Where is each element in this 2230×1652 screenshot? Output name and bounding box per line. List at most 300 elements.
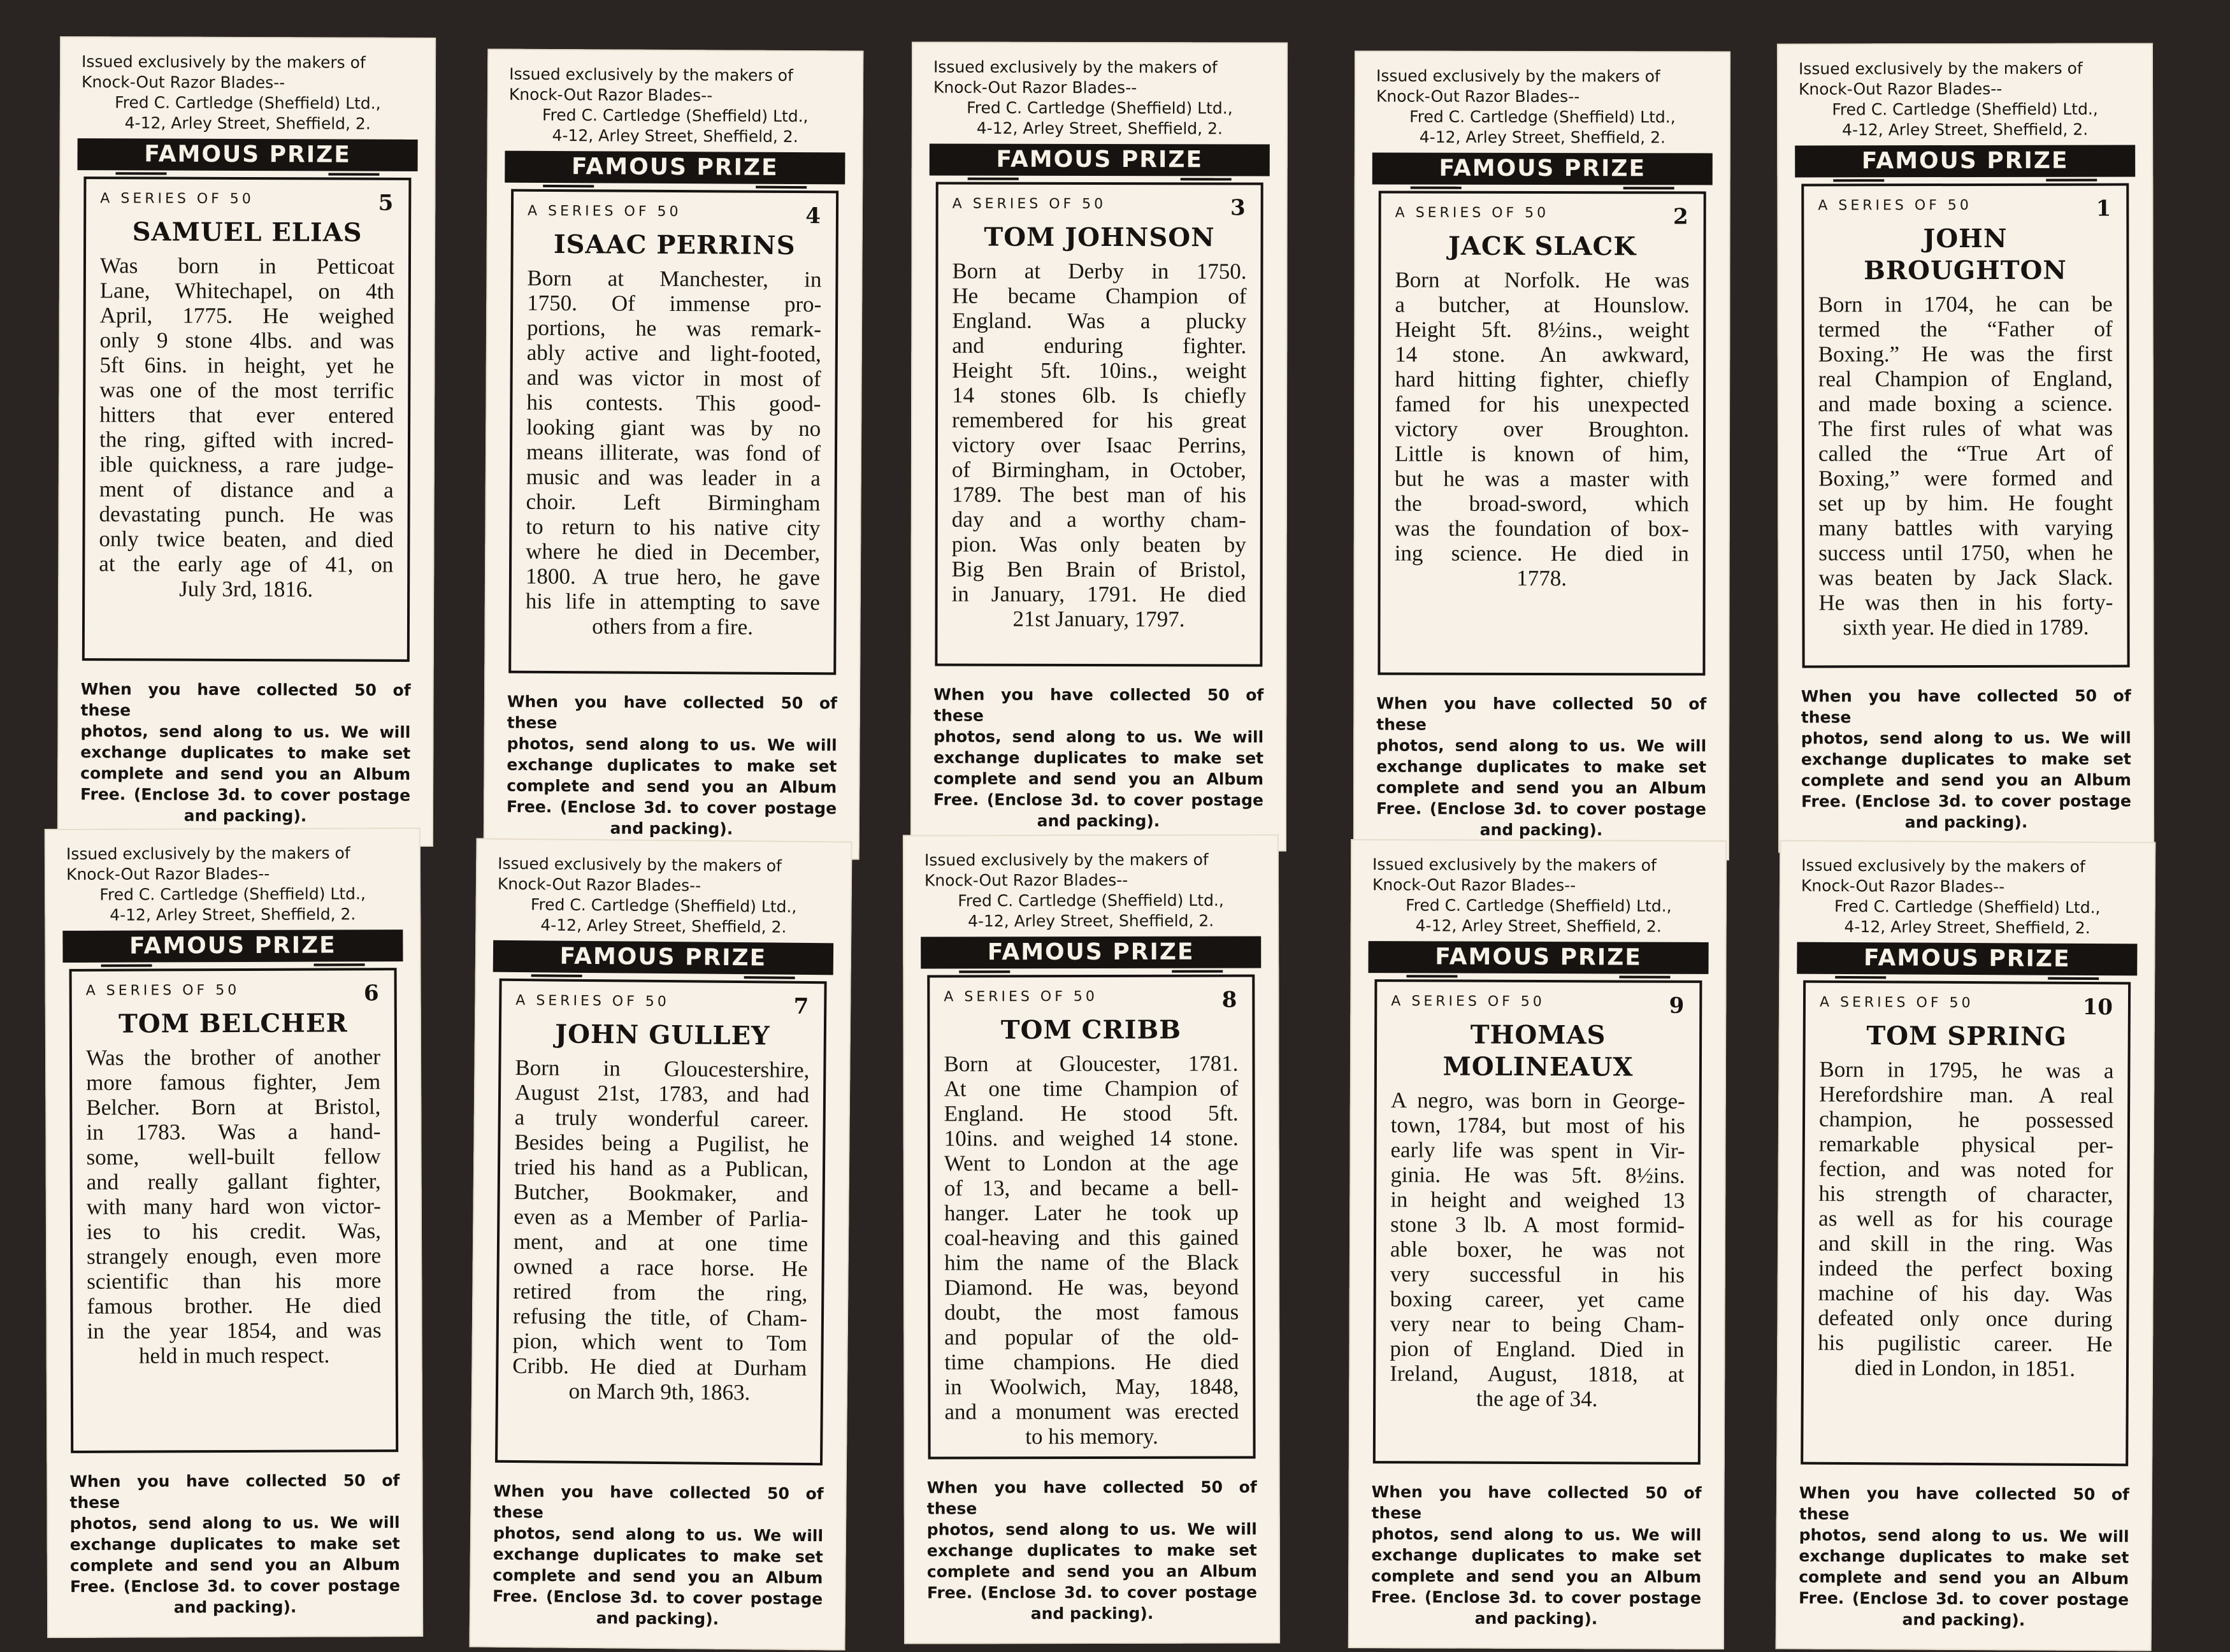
bio-line: only 9 stone 4lbs. and was <box>99 327 394 354</box>
bio-line: 21st January, 1797. <box>1012 606 1185 632</box>
card-number: 10 <box>2082 994 2113 1021</box>
bio-line: Ireland, August, 1818, at <box>1390 1361 1685 1387</box>
fighter-name: JOHN GULLEY <box>554 1019 770 1051</box>
bio-line: more famous fighter, Jem <box>86 1069 381 1095</box>
bio-line: indeed the perfect boxing <box>1818 1255 2113 1282</box>
fighter-bio <box>944 1051 1239 1449</box>
offer-line: Free. (Enclose 3d. to cover postage <box>69 1576 400 1596</box>
bio-line: coal-heaving and this gained <box>944 1225 1239 1251</box>
bio-line: his life in attempting to save <box>525 588 820 615</box>
series-banner: FAMOUS PRIZE FIGHTERS <box>1795 145 2135 178</box>
issuer-line: 4-12, Arley Street, Sheffield, 2. <box>1842 120 2089 140</box>
series-banner: FAMOUS PRIZE FIGHTERS <box>1797 942 2137 976</box>
bio-line: means illiterate, was fond of <box>526 439 821 466</box>
series-banner: FAMOUS PRIZE FIGHTERS <box>930 144 1270 176</box>
bio-line: looking giant was by no <box>526 414 821 442</box>
bio-line: boxing career, yet came <box>1390 1286 1685 1312</box>
card-number: 9 <box>1669 993 1685 1019</box>
offer-line: and packing). <box>1479 820 1603 840</box>
bio-line: The first rules of what was <box>1818 415 2113 442</box>
bio-line: his contests. This good- <box>526 389 821 417</box>
bio-line: a truly wonderful career. <box>514 1104 809 1133</box>
fighter-bio <box>525 266 821 640</box>
offer-line: exchange duplicates to make set <box>80 743 411 763</box>
bio-line: strangely enough, even more <box>87 1243 382 1269</box>
bio-frame <box>1801 183 2129 668</box>
bio-line: was the foundation of box- <box>1394 515 1689 542</box>
bio-line: died in London, in 1851. <box>1854 1355 2076 1381</box>
fighter-bio <box>1395 268 1690 591</box>
bio-line: many battles with varying <box>1818 515 2113 541</box>
bio-line: to his memory. <box>1025 1423 1158 1449</box>
bio-line: 1789. The best man of his <box>951 482 1246 508</box>
bio-line: very successful in his <box>1390 1261 1685 1288</box>
offer-line: When you have collected 50 of these <box>1801 686 2131 727</box>
bio-line: town, 1784, but most of his <box>1390 1112 1685 1138</box>
bio-line: Diamond. He was, beyond <box>944 1274 1239 1300</box>
offer-line: photos, send along to us. We will <box>1376 736 1707 756</box>
bio-line: the ring, gifted with incred- <box>99 427 394 453</box>
issuer-line: Knock-Out Razor Blades-- <box>81 73 285 92</box>
bio-line: 5ft 6ins. in height, yet he <box>99 352 394 378</box>
bio-line: He became Champion of <box>952 283 1247 309</box>
bio-line: portions, he was remark- <box>526 315 822 342</box>
issuer-line: 4-12, Arley Street, Sheffield, 2. <box>110 905 356 924</box>
cigarette-card <box>1776 840 2156 1651</box>
fighter-name: JOHN BROUGHTON <box>1864 223 2068 286</box>
issuer-line: Fred C. Cartledge (Sheffield) Ltd., <box>1406 896 1672 916</box>
fighter-name: TOM SPRING <box>1866 1021 2068 1052</box>
series-banner: FAMOUS PRIZE FIGHTERS <box>62 930 403 963</box>
bio-line: able boxer, he was not <box>1390 1237 1685 1263</box>
bio-line: ies to his credit. Was, <box>86 1218 382 1244</box>
issuer-text <box>509 64 842 148</box>
fighter-name: JACK SLACK <box>1448 231 1637 262</box>
fighter-bio <box>86 1044 382 1368</box>
bio-line: the age of 34. <box>1476 1386 1598 1412</box>
offer-line: Free. (Enclose 3d. to cover postage <box>926 1583 1257 1602</box>
cigarette-card <box>1353 50 1730 860</box>
card-number: 2 <box>1672 204 1688 230</box>
bio-line: and made boxing a science. <box>1818 391 2113 417</box>
offer-line: photos, send along to us. We will <box>507 734 837 755</box>
bio-line: champion, he possessed <box>1818 1106 2114 1133</box>
offer-line: complete and send you an Album <box>926 1562 1257 1581</box>
bio-line: and skill in the ring. Was <box>1818 1230 2113 1258</box>
offer-line: exchange duplicates to make set <box>507 755 837 776</box>
cigarette-card <box>910 41 1288 851</box>
bio-line: retired from the ring, <box>513 1278 808 1307</box>
issuer-line: Issued exclusively by the makers of <box>1801 856 2085 876</box>
issuer-line: 4-12, Arley Street, Sheffield, 2. <box>968 911 1214 931</box>
card-number: 4 <box>805 203 821 229</box>
offer-line: complete and send you an Album <box>493 1565 823 1588</box>
bio-line: Born in Gloucestershire, <box>515 1054 810 1083</box>
series-label: A SERIES OF 50 <box>527 203 682 220</box>
bio-frame <box>927 975 1255 1460</box>
bio-line: April, 1775. He weighed <box>99 303 394 329</box>
issuer-line: Issued exclusively by the makers of <box>924 850 1209 870</box>
bio-line: 14 stones 6lb. Is chiefly <box>952 382 1247 408</box>
issuer-line: 4-12, Arley Street, Sheffield, 2. <box>552 126 798 147</box>
issuer-line: Issued exclusively by the makers of <box>1798 59 2083 78</box>
offer-line: When you have collected 50 of these <box>69 1471 400 1512</box>
issuer-line: Knock-Out Razor Blades-- <box>924 870 1128 890</box>
offer-line: When you have collected 50 of these <box>933 685 1264 725</box>
bio-line: Lane, Whitechapel, on 4th <box>99 278 394 304</box>
bio-line: ible quickness, a rare judge- <box>99 452 394 478</box>
bio-line: A negro, was born in George- <box>1390 1088 1685 1114</box>
offer-line: exchange duplicates to make set <box>1799 1546 2129 1567</box>
album-offer-text <box>1376 693 1706 841</box>
bio-line: Height 5ft. 10ins., weight <box>952 357 1247 384</box>
issuer-line: Issued exclusively by the makers of <box>933 57 1218 77</box>
cigarette-card <box>57 36 436 847</box>
offer-line: Free. (Enclose 3d. to cover postage <box>507 797 837 818</box>
issuer-text <box>497 854 830 938</box>
offer-line: Free. (Enclose 3d. to cover postage <box>493 1586 823 1609</box>
album-offer-text <box>69 1470 400 1618</box>
issuer-text <box>1376 66 1709 148</box>
bio-line: and was victor in most of <box>526 364 821 392</box>
issuer-line: Issued exclusively by the makers of <box>66 844 350 863</box>
issuer-line: 4-12, Arley Street, Sheffield, 2. <box>540 916 787 937</box>
issuer-line: Knock-Out Razor Blades-- <box>1798 79 2003 99</box>
issuer-line: Fred C. Cartledge (Sheffield) Ltd., <box>1834 896 2101 917</box>
card-number: 1 <box>2096 196 2111 222</box>
cigarette-card <box>484 48 864 859</box>
album-offer-text <box>933 684 1263 832</box>
bio-line: victory over Broughton. <box>1395 416 1690 442</box>
series-label: A SERIES OF 50 <box>1391 993 1545 1010</box>
bio-line: and really gallant fighter, <box>86 1168 381 1195</box>
bio-line: the broad-sword, which <box>1394 491 1689 517</box>
offer-line: photos, send along to us. We will <box>1799 1525 2129 1546</box>
fighter-name: TOM BELCHER <box>118 1008 348 1039</box>
fighter-name: ISAAC PERRINS <box>553 229 796 261</box>
issuer-text <box>82 52 414 134</box>
bio-line: Cribb. He died at Durham <box>512 1353 807 1381</box>
issuer-line: Fred C. Cartledge (Sheffield) Ltd., <box>958 891 1224 910</box>
offer-line: and packing). <box>1030 1604 1154 1623</box>
issuer-text <box>933 57 1266 140</box>
series-label: A SERIES OF 50 <box>100 190 254 208</box>
bio-line: 1778. <box>1516 565 1567 591</box>
bio-line: real Champion of England, <box>1818 366 2113 392</box>
offer-line: exchange duplicates to make set <box>1376 757 1707 777</box>
offer-line: When you have collected 50 of these <box>493 1481 824 1522</box>
offer-line: and packing). <box>173 1597 297 1617</box>
bio-line: ably active and light-footed, <box>526 340 821 367</box>
issuer-line: Knock-Out Razor Blades-- <box>933 78 1137 97</box>
bio-line: of 13, and became a bell- <box>944 1175 1239 1201</box>
offer-line: and packing). <box>596 1609 719 1628</box>
bio-line: 14 stone. An awkward, <box>1395 341 1690 368</box>
offer-line: Free. (Enclose 3d. to cover postage <box>1376 799 1707 819</box>
series-label: A SERIES OF 50 <box>515 992 670 1010</box>
bio-line: held in much respect. <box>138 1342 330 1368</box>
series-banner: FAMOUS PRIZE FIGHTERS <box>505 151 845 185</box>
bio-line: even as a Member of Parlia- <box>514 1203 809 1232</box>
bio-line: Born at Norfolk. He was <box>1395 267 1690 293</box>
issuer-line: Issued exclusively by the makers of <box>498 854 782 875</box>
offer-line: photos, send along to us. We will <box>69 1513 400 1533</box>
offer-line: When you have collected 50 of these <box>926 1477 1257 1518</box>
bio-line: ment of distance and a <box>99 477 394 503</box>
offer-line: exchange duplicates to make set <box>1371 1546 1702 1565</box>
issuer-line: Fred C. Cartledge (Sheffield) Ltd., <box>99 884 366 904</box>
bio-line: called the “True Art of <box>1818 440 2113 466</box>
bio-line: in 1783. Was a hand- <box>86 1119 381 1145</box>
bio-line: hanger. Later he took up <box>944 1200 1239 1226</box>
card-number: 5 <box>378 190 394 216</box>
issuer-line: 4-12, Arley Street, Sheffield, 2. <box>976 119 1223 138</box>
fighter-bio <box>99 253 394 602</box>
issuer-line: Fred C. Cartledge (Sheffield) Ltd., <box>1832 99 2098 119</box>
cigarette-card <box>903 834 1280 1644</box>
bio-line: sixth year. He died in 1789. <box>1843 614 2089 640</box>
bio-line: 1750. Of immense pro- <box>527 290 822 317</box>
bio-line: and enduring fighter. <box>952 333 1247 359</box>
bio-line: Was born in Petticoat <box>99 253 395 279</box>
album-offer-text <box>1371 1481 1702 1630</box>
bio-line: remembered for his great <box>952 407 1247 433</box>
bio-line: with many hard won victor- <box>86 1193 381 1219</box>
bio-line: Born at Manchester, in <box>527 265 822 292</box>
bio-line: set up by him. He fought <box>1818 490 2113 516</box>
issuer-text <box>1801 856 2134 939</box>
bio-line: music and was leader in a <box>526 464 821 491</box>
bio-line: famous brother. He died <box>87 1293 382 1319</box>
bio-line: At one time Champion of <box>944 1075 1239 1102</box>
bio-line: on March 9th, 1863. <box>568 1378 751 1405</box>
issuer-line: Fred C. Cartledge (Sheffield) Ltd., <box>530 895 797 916</box>
bio-line: tried his hand as a Publican, <box>514 1154 809 1182</box>
bio-line: Boxing,” were formed and <box>1818 465 2113 491</box>
album-offer-text <box>493 1481 824 1631</box>
offer-line: and packing). <box>1474 1609 1598 1628</box>
bio-line: and popular of the old- <box>944 1324 1239 1350</box>
offer-line: When you have collected 50 of these <box>1799 1483 2130 1524</box>
fighter-bio <box>512 1055 810 1405</box>
bio-line: where he died in December, <box>526 538 821 566</box>
card-number: 7 <box>793 993 809 1020</box>
bio-frame <box>69 968 399 1453</box>
album-offer-text <box>927 1477 1257 1625</box>
offer-line: and packing). <box>1037 811 1160 831</box>
series-label: A SERIES OF 50 <box>1818 197 1972 214</box>
album-offer-text <box>507 691 837 840</box>
issuer-line: Fred C. Cartledge (Sheffield) Ltd., <box>967 98 1233 118</box>
bio-line: in the year 1854, and was <box>87 1318 382 1344</box>
bio-line: as well as for his courage <box>1818 1205 2113 1233</box>
bio-frame <box>82 176 412 662</box>
fighter-name: TOM CRIBB <box>1000 1014 1182 1045</box>
offer-line: Free. (Enclose 3d. to cover postage <box>1799 1588 2129 1609</box>
bio-line: ment, and at one time <box>513 1228 809 1257</box>
bio-line: his pugilistic career. He <box>1818 1330 2113 1357</box>
bio-line: Little is known of him, <box>1394 441 1690 467</box>
fighter-bio <box>951 259 1246 632</box>
bio-line: 10ins. and weighed 14 stone. <box>944 1125 1239 1151</box>
fighter-bio <box>1390 1088 1685 1412</box>
series-banner: FAMOUS PRIZE FIGHTERS <box>1372 153 1713 185</box>
series-banner: FAMOUS PRIZE FIGHTERS <box>921 937 1261 969</box>
bio-line: Went to London at the age <box>944 1150 1239 1176</box>
offer-line: photos, send along to us. We will <box>926 1519 1257 1539</box>
bio-line: England. Was a plucky <box>952 308 1247 334</box>
bio-line: his strength of character, <box>1818 1181 2113 1208</box>
fighter-name: TOM JOHNSON <box>984 222 1215 253</box>
offer-line: complete and send you an Album <box>1376 778 1707 798</box>
offer-line: complete and send you an Album <box>507 776 837 797</box>
issuer-line: Issued exclusively by the makers of <box>509 64 793 85</box>
bio-line: hard hitting fighter, chiefly <box>1395 366 1690 392</box>
offer-line: complete and send you an Album <box>1801 770 2131 790</box>
bio-line: time champions. He died <box>944 1349 1239 1375</box>
bio-line: pion of England. Died in <box>1390 1336 1685 1362</box>
bio-line: remarkable physical per- <box>1818 1131 2113 1158</box>
issuer-line: Knock-Out Razor Blades-- <box>508 85 713 105</box>
series-label: A SERIES OF 50 <box>952 196 1107 213</box>
card-number: 6 <box>363 980 379 1007</box>
bio-line: defeated only once during <box>1818 1305 2113 1332</box>
bio-line: owned a race horse. He <box>513 1253 808 1282</box>
bio-line: 1800. A true hero, he gave <box>525 563 821 591</box>
bio-line: ing science. He died in <box>1394 540 1689 566</box>
bio-line: day and a worthy cham- <box>951 506 1246 533</box>
bio-line: others from a fire. <box>592 614 754 640</box>
album-offer-text <box>1801 686 2131 833</box>
bio-line: Born in 1795, he was a <box>1819 1056 2114 1084</box>
series-label: A SERIES OF 50 <box>944 988 1098 1005</box>
offer-line: exchange duplicates to make set <box>69 1534 400 1554</box>
album-offer-text <box>80 679 411 827</box>
series-banner: FAMOUS PRIZE FIGHTERS <box>77 138 417 171</box>
cigarette-card <box>469 838 852 1650</box>
bio-line: in January, 1791. He died <box>951 581 1246 607</box>
bio-line: hitters that ever entered <box>99 402 394 428</box>
bio-line: only twice beaten, and died <box>99 526 394 552</box>
issuer-line: Knock-Out Razor Blades-- <box>1376 87 1580 106</box>
bio-frame <box>1373 979 1702 1465</box>
bio-line: pion, which went to Tom <box>512 1328 807 1356</box>
issuer-line: Knock-Out Razor Blades-- <box>66 864 270 884</box>
bio-line: stone 3 lb. A most formid- <box>1390 1212 1685 1238</box>
bio-line: He was then in his forty- <box>1818 589 2113 615</box>
bio-line: to return to his native city <box>526 514 821 541</box>
issuer-line: Fred C. Cartledge (Sheffield) Ltd., <box>1409 107 1676 127</box>
bio-frame <box>495 979 827 1465</box>
album-offer-text <box>1799 1483 2129 1632</box>
bio-line: choir. Left Birmingham <box>526 489 821 516</box>
issuer-text <box>1799 59 2131 141</box>
bio-line: refusing the title, of Cham- <box>512 1303 808 1332</box>
issuer-line: Fred C. Cartledge (Sheffield) Ltd., <box>542 105 809 126</box>
bio-line: Was the brother of another <box>85 1044 381 1070</box>
bio-line: doubt, the most famous <box>944 1299 1239 1325</box>
bio-line: scientific than his more <box>87 1268 382 1294</box>
bio-frame <box>508 189 838 675</box>
offer-line: Free. (Enclose 3d. to cover postage <box>1801 791 2131 811</box>
fighter-bio <box>1818 292 2113 640</box>
bio-frame <box>1378 191 1706 676</box>
offer-line: complete and send you an Album <box>1799 1567 2129 1588</box>
bio-line: Boxing.” He was the first <box>1818 341 2113 367</box>
bio-line: but he was a master with <box>1394 466 1689 492</box>
offer-line: When you have collected 50 of these <box>507 692 838 733</box>
offer-line: exchange duplicates to make set <box>933 748 1264 768</box>
offer-line: When you have collected 50 of these <box>1371 1483 1702 1523</box>
offer-line: photos, send along to us. We will <box>493 1523 824 1546</box>
bio-frame <box>1801 980 2131 1467</box>
bio-line: Height 5ft. 8½ins., weight <box>1395 317 1690 343</box>
series-label: A SERIES OF 50 <box>85 982 240 999</box>
offer-line: and packing). <box>183 806 307 826</box>
bio-line: Butcher, Bookmaker, and <box>514 1179 809 1207</box>
bio-line: victory over Isaac Perrins, <box>951 432 1247 458</box>
offer-line: complete and send you an Album <box>933 769 1264 789</box>
offer-line: photos, send along to us. We will <box>1801 728 2131 748</box>
offer-line: complete and send you an Album <box>1371 1567 1702 1586</box>
offer-line: Free. (Enclose 3d. to cover postage <box>80 785 411 805</box>
bio-line: Born in 1704, he can be <box>1818 291 2113 317</box>
bio-line: Big Ben Brain of Bristol, <box>951 556 1246 582</box>
bio-line: August 21st, 1783, and had <box>514 1079 810 1108</box>
series-label: A SERIES OF 50 <box>1395 205 1550 222</box>
issuer-line: Knock-Out Razor Blades-- <box>1801 876 2005 896</box>
bio-line: devastating punch. He was <box>99 501 394 528</box>
issuer-line: 4-12, Arley Street, Sheffield, 2. <box>1419 127 1665 147</box>
issuer-line: 4-12, Arley Street, Sheffield, 2. <box>124 113 371 133</box>
card-number: 3 <box>1230 195 1246 221</box>
offer-line: exchange duplicates to make set <box>493 1544 823 1567</box>
issuer-line: Issued exclusively by the makers of <box>82 52 366 72</box>
bio-line: Born at Derby in 1750. <box>952 258 1247 284</box>
bio-line: was one of the most terrific <box>99 377 394 403</box>
bio-line: machine of his day. Was <box>1818 1280 2113 1307</box>
issuer-line: Issued exclusively by the makers of <box>1372 855 1657 875</box>
offer-line: photos, send along to us. We will <box>80 722 411 742</box>
bio-line: in height and weighed 13 <box>1390 1187 1685 1213</box>
bio-line: a butcher, at Hounslow. <box>1395 292 1690 318</box>
bio-line: Besides being a Pugilist, he <box>514 1129 809 1158</box>
issuer-line: Knock-Out Razor Blades-- <box>1372 875 1576 895</box>
bio-line: July 3rd, 1816. <box>179 576 313 602</box>
offer-line: exchange duplicates to make set <box>1801 749 2131 769</box>
offer-line: When you have collected 50 of these <box>1376 694 1707 734</box>
series-banner: FAMOUS PRIZE FIGHTERS <box>493 940 833 975</box>
bio-line: at the early age of 41, on <box>99 551 394 577</box>
offer-line: photos, send along to us. We will <box>1371 1525 1702 1544</box>
offer-line: photos, send along to us. We will <box>933 727 1264 747</box>
bio-line: England. He stood 5ft. <box>944 1100 1239 1126</box>
bio-line: success until 1750, when he <box>1818 540 2113 566</box>
bio-line: in Woolwich, May, 1848, <box>944 1374 1239 1400</box>
offer-line: and packing). <box>1902 1610 2025 1630</box>
card-number: 8 <box>1221 987 1237 1013</box>
offer-line: and packing). <box>610 819 733 838</box>
bio-line: termed the “Father of <box>1818 316 2113 342</box>
cigarette-card <box>45 828 423 1638</box>
issuer-text <box>66 843 399 926</box>
bio-line: of Birmingham, in October, <box>951 457 1246 483</box>
bio-line: famed for his unexpected <box>1395 391 1690 417</box>
fighter-name: THOMAS MOLINEAUX <box>1442 1019 1634 1082</box>
offer-line: When you have collected 50 of these <box>80 680 411 720</box>
bio-line: pion. Was only beaten by <box>951 531 1246 557</box>
issuer-line: 4-12, Arley Street, Sheffield, 2. <box>1844 917 2090 938</box>
